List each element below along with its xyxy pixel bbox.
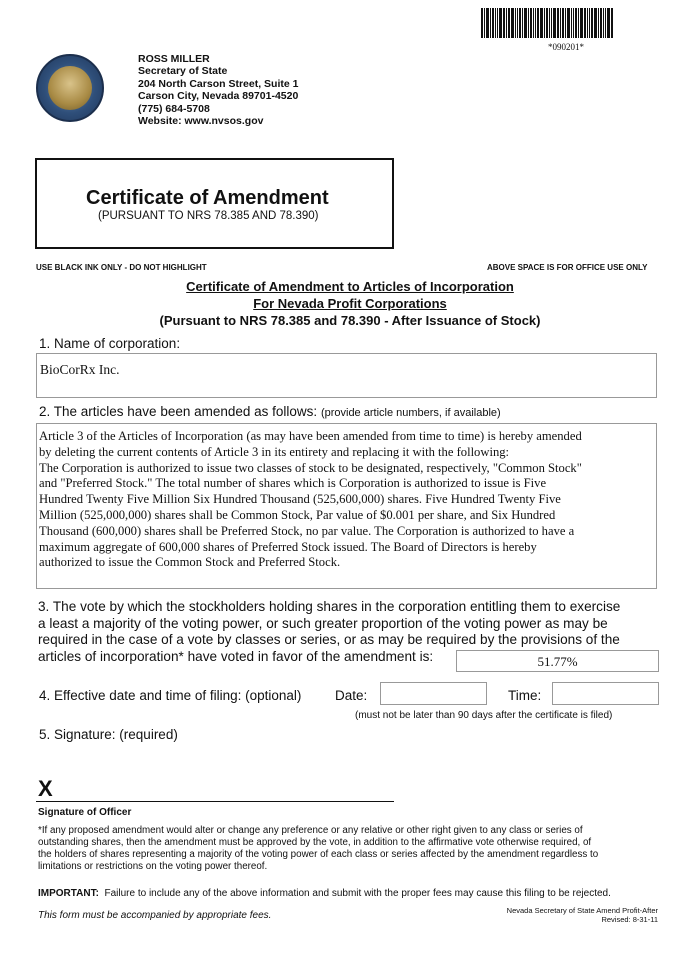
time-field[interactable] xyxy=(552,682,659,705)
signature-line[interactable] xyxy=(36,801,394,802)
section-1-label: 1. Name of corporation: xyxy=(39,336,181,351)
office-city: Carson City, Nevada 89701-4520 xyxy=(138,90,299,103)
form-heading-2: For Nevada Profit Corporations xyxy=(253,296,447,311)
date-note: (must not be later than 90 days after the certificate is filed) xyxy=(355,710,613,721)
fees-notice: This form must be accompanied by appropriate fees. xyxy=(38,910,272,921)
office-title: Secretary of State xyxy=(138,65,228,78)
section-2-label: 2. The articles have been amended as follows: (provide article numbers, if available) xyxy=(39,404,501,419)
office-phone: (775) 684-5708 xyxy=(138,102,210,115)
date-label: Date: xyxy=(335,688,368,703)
signature-mark: X xyxy=(38,776,53,801)
barcode-number: *090201* xyxy=(548,42,584,52)
amendment-text: Article 3 of the Articles of Incorporation (as may have been amended from time to time) is hereby amended by deleting the current contents of Article 3 in its entirety and replacing it with the following: The Corporation is authorized to issue two classes of stock to be designated, respectively, "Common Stock" and "Preferred Stock." The total number of shares which is Corporation is authorized to issue is Five Hundred Twenty Five Million Six Hundred Thousand (525,600,000) shares. Five Hundred Twenty Five Million (525,000,000) shares shall be Common Stock, Par value of $0.001 per share, and Six Hundred Thousand (600,000) shares shall be Preferred Stock, no par value. The Corporation is authorized to have a maximum aggregate of 600,000 shares of Preferred Stock issued. The Board of Directors is hereby authorized to issue the Common Stock and Preferred Stock. xyxy=(39,429,582,570)
certificate-title: Certificate of Amendment xyxy=(86,187,329,209)
vote-percentage-field[interactable] xyxy=(456,650,659,672)
important-notice: IMPORTANT: Failure to include any of the above information and submit with the proper fees may cause this filing to be rejected. xyxy=(38,888,611,899)
state-seal-icon xyxy=(36,54,104,122)
corporation-name-value: BioCorRx Inc. xyxy=(40,362,120,377)
signature-caption: Signature of Officer xyxy=(38,807,132,818)
office-address xyxy=(138,53,298,127)
section-5-label: 5. Signature: (required) xyxy=(39,727,178,742)
barcode xyxy=(481,8,656,38)
office-use-notice: ABOVE SPACE IS FOR OFFICE USE ONLY xyxy=(487,263,648,272)
office-street: 204 North Carson Street, Suite 1 xyxy=(138,77,299,90)
corporation-name-field[interactable] xyxy=(36,353,657,398)
form-revision: Nevada Secretary of State Amend Profit-After Revised: 8-31-11 xyxy=(506,906,658,924)
office-name: ROSS MILLER xyxy=(138,53,210,65)
form-heading-3: (Pursuant to NRS 78.385 and 78.390 - After Issuance of Stock) xyxy=(159,313,541,328)
office-website: Website: www.nvsos.gov xyxy=(138,115,264,128)
time-label: Time: xyxy=(508,688,542,703)
ink-notice: USE BLACK INK ONLY - DO NOT HIGHLIGHT xyxy=(36,263,207,272)
footnote: *If any proposed amendment would alter or change any preference or any relative or other right given to any class or series of outstanding shares, then the amendment must be approved by the vote, in addition to the affirmative vote otherwise required, of the holders of shares representing a majority of the voting power of each class or series affected by the amendment regardless to limitations or restrictions on the voting power thereof. xyxy=(38,825,599,872)
section-3-text: 3. The vote by which the stockholders holding shares in the corporation entitling them to exercise a least a majority of the voting power, or such greater proportion of the voting power as may be required in the case of a vote by classes or series, or as may be required by the provisions of the articles of incorporation* have voted in favor of the amendment is: xyxy=(38,599,621,664)
amendment-text-field[interactable] xyxy=(36,423,657,589)
section-2-hint: (provide article numbers, if available) xyxy=(320,407,501,419)
certificate-subtitle: (PURSUANT TO NRS 78.385 AND 78.390) xyxy=(98,210,319,222)
form-heading-1: Certificate of Amendment to Articles of Incorporation xyxy=(186,279,514,294)
date-field[interactable] xyxy=(380,682,487,705)
vote-percentage-value: 51.77% xyxy=(537,654,578,669)
section-4-label: 4. Effective date and time of filing: (optional) xyxy=(39,688,302,703)
